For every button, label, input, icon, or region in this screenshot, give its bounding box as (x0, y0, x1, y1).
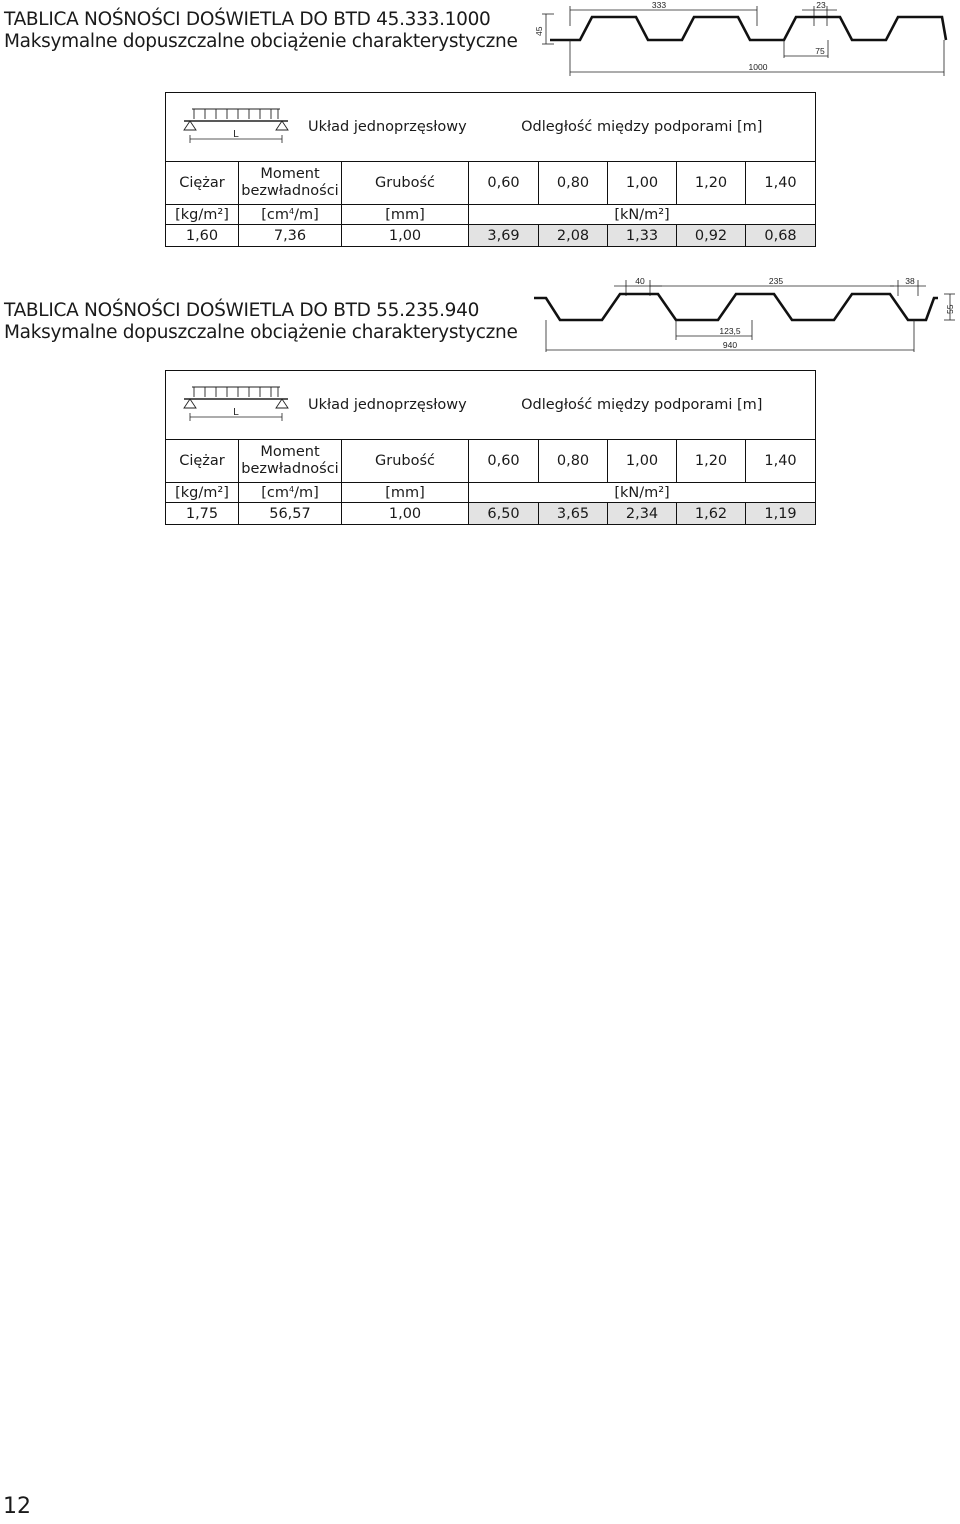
col-thickness-header: Grubość (342, 440, 469, 483)
section-2-heading (4, 300, 518, 344)
dim-label: 55 (945, 304, 955, 314)
load-table-btd55 (165, 370, 816, 525)
dim-label: 333 (651, 0, 667, 10)
unit-weight: [kg/m²] (166, 205, 239, 225)
page-number: 12 (3, 1494, 31, 1519)
unit-thickness: [mm] (342, 205, 469, 225)
svg-text:L: L (233, 129, 239, 140)
weight-value: 1,60 (166, 225, 239, 247)
span-header: 1,00 (608, 162, 677, 205)
section-subtitle: Maksymalne dopuszczalne obciążenie charakterystyczne (4, 322, 518, 343)
dim-label: 235 (768, 276, 784, 286)
span-header: 1,00 (608, 440, 677, 483)
profile-drawing-btd55 (530, 274, 955, 354)
load-value: 2,34 (608, 503, 677, 525)
profile-drawing-btd45 (532, 0, 952, 80)
weight-value: 1,75 (166, 503, 239, 525)
unit-moment: $[cm^4/m]$ (239, 205, 342, 225)
dim-label: 23 (816, 0, 826, 10)
load-value: 3,65 (539, 503, 608, 525)
moment-value: 56,57 (239, 503, 342, 525)
scheme-label: Układ jednoprzęsłowy (308, 119, 467, 135)
span-header: 1,40 (746, 162, 816, 205)
scheme-label: Układ jednoprzęsłowy (308, 397, 467, 413)
unit-load: [kN/m²] (469, 483, 816, 503)
dim-label: 1000 (748, 62, 768, 72)
section-subtitle: Maksymalne dopuszczalne obciążenie charakterystyczne (4, 31, 518, 52)
dim-label: 75 (815, 46, 825, 56)
load-value: 2,08 (539, 225, 608, 247)
dim-label: 123,5 (719, 326, 741, 336)
load-value: 1,33 (608, 225, 677, 247)
static-scheme-cell (166, 371, 469, 440)
table-row (166, 225, 816, 247)
moment-value: 7,36 (239, 225, 342, 247)
support-distance-header: Odległość między podporami [m] (469, 371, 816, 440)
dim-label: 40 (635, 276, 645, 286)
dim-label: 38 (905, 276, 915, 286)
load-value: 1,19 (746, 503, 816, 525)
span-header: 1,40 (746, 440, 816, 483)
section-title: TABLICA NOŚNOŚCI DOŚWIETLA DO BTD 45.333.1000 (4, 9, 491, 30)
table-row (166, 503, 816, 525)
svg-text:L: L (233, 407, 239, 418)
col-weight-header: Ciężar (166, 440, 239, 483)
support-distance-header: Odległość między podporami [m] (469, 93, 816, 162)
span-header: 1,20 (677, 162, 746, 205)
load-value: 0,68 (746, 225, 816, 247)
unit-moment: $[cm^4/m]$ (239, 483, 342, 503)
load-value: 3,69 (469, 225, 539, 247)
simple-beam-scheme-icon (180, 383, 292, 427)
span-header: 0,60 (469, 162, 539, 205)
span-header: 1,20 (677, 440, 746, 483)
span-header: 0,80 (539, 162, 608, 205)
dim-label: 45 (534, 26, 544, 36)
simple-beam-scheme-icon (180, 105, 292, 149)
col-thickness-header: Grubość (342, 162, 469, 205)
section-1-heading (4, 9, 518, 53)
unit-load: [kN/m²] (469, 205, 816, 225)
dim-label: 940 (722, 340, 738, 350)
load-value: 6,50 (469, 503, 539, 525)
span-header: 0,60 (469, 440, 539, 483)
load-table-btd45 (165, 92, 816, 247)
unit-thickness: [mm] (342, 483, 469, 503)
load-value: 1,62 (677, 503, 746, 525)
static-scheme-cell (166, 93, 469, 162)
load-value: 0,92 (677, 225, 746, 247)
thickness-value: 1,00 (342, 503, 469, 525)
section-title: TABLICA NOŚNOŚCI DOŚWIETLA DO BTD 55.235.940 (4, 300, 480, 321)
thickness-value: 1,00 (342, 225, 469, 247)
span-header: 0,80 (539, 440, 608, 483)
col-weight-header: Ciężar (166, 162, 239, 205)
unit-weight: [kg/m²] (166, 483, 239, 503)
col-moment-header: Moment bezwładności (239, 440, 342, 483)
col-moment-header: Moment bezwładności (239, 162, 342, 205)
